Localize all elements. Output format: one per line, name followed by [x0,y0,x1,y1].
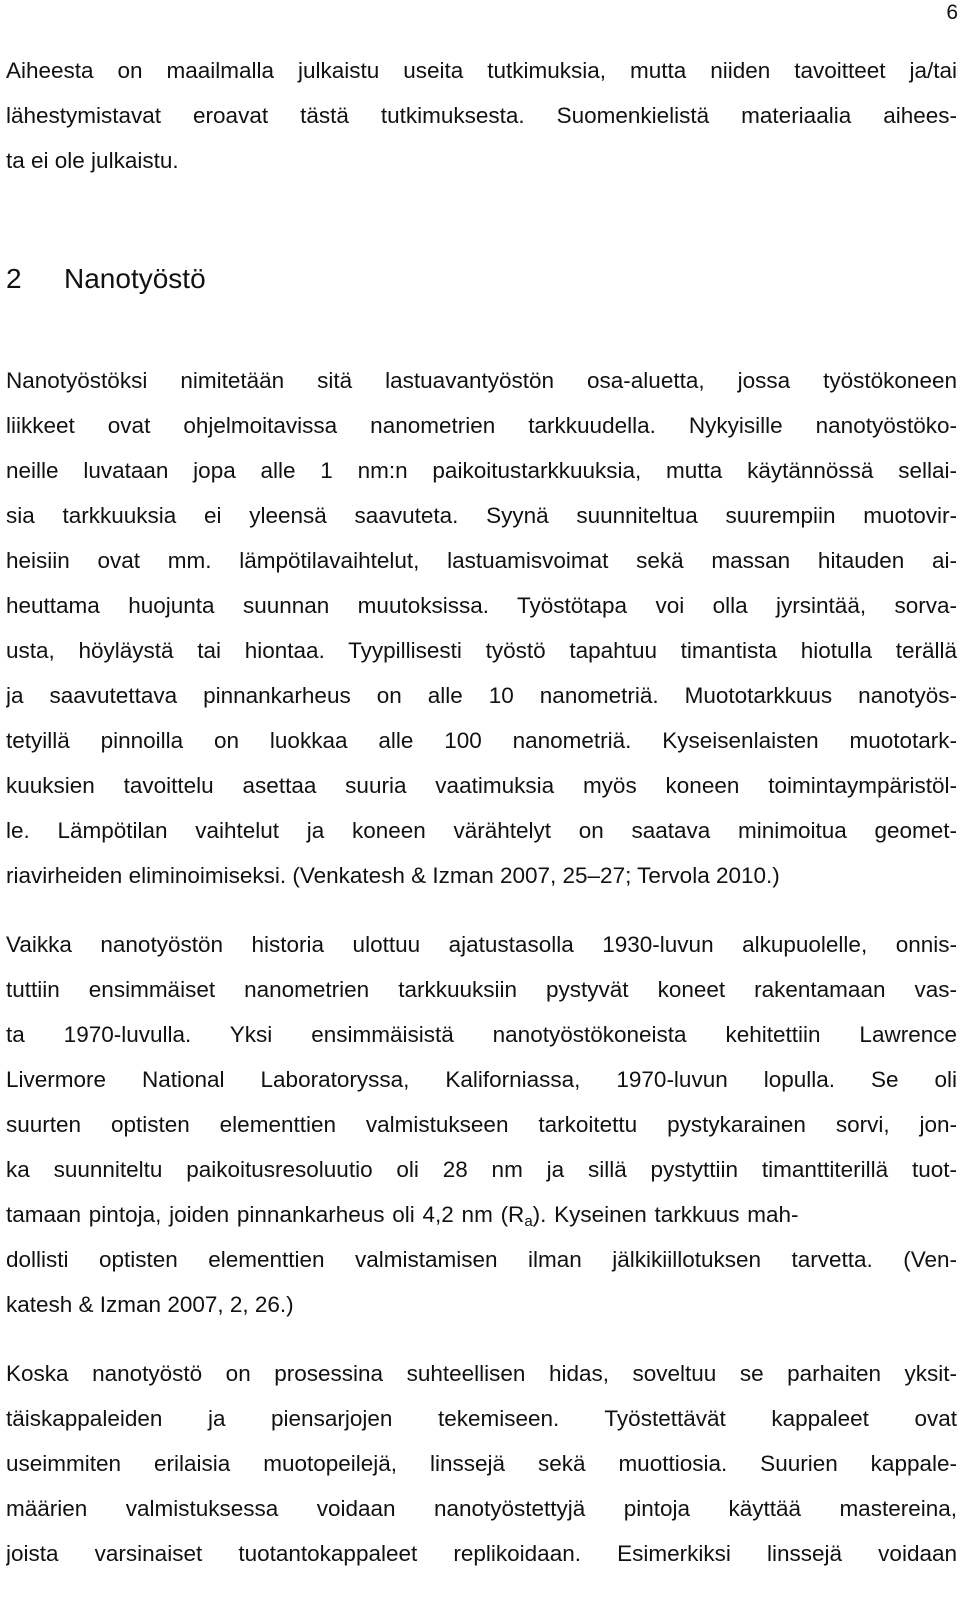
text-line: useimmiten erilaisia muotopeilejä, linssejä sekä muottiosia. Suurien kappale- [6,1451,957,1476]
text-line: Livermore National Laboratoryssa, Kaliforniassa, 1970-luvun lopulla. Se oli [6,1067,957,1092]
text-line: katesh & Izman 2007, 2, 26.) [6,1292,294,1317]
text-line: Nanotyöstöksi nimitetään sitä lastuavantyöstön osa-aluetta, jossa työstökoneen [6,368,957,393]
section-title: Nanotyöstö [64,263,206,294]
text-line: ka suunniteltu paikoitusresoluutio oli 28 nm ja sillä pystyttiin timanttiterillä tuot- [6,1157,957,1182]
text-line: joista varsinaiset tuotantokappaleet replikoidaan. Esimerkiksi linssejä voidaan [6,1541,957,1566]
text-line: ja saavutettava pinnankarheus on alle 10 nanometriä. Muototarkkuus nanotyös- [6,683,957,708]
text-line: tetyillä pinnoilla on luokkaa alle 100 nanometriä. Kyseisenlaisten muototark- [6,728,957,753]
text-segment: tamaan pintoja, joiden pinnankarheus oli 4,2 nm (R [6,1202,525,1227]
text-line: lähestymistavat eroavat tästä tutkimuksesta. Suomenkielistä materiaalia aihees- [6,103,957,128]
text-line: Aiheesta on maailmalla julkaistu useita tutkimuksia, mutta niiden tavoitteet ja/tai [6,58,957,83]
text-segment: ). Kyseinen tarkkuus mah- [532,1202,799,1227]
text-line: tuttiin ensimmäiset nanometrien tarkkuuksiin pystyvät koneet rakentamaan vas- [6,977,957,1002]
text-line: heuttama huojunta suunnan muutoksissa. Työstötapa voi olla jyrsintää, sorva- [6,593,957,618]
section-number: 2 [6,263,22,294]
text-line: täiskappaleiden ja piensarjojen tekemiseen. Työstettävät kappaleet ovat [6,1406,957,1431]
page-number: 6 [946,1,958,24]
text-line: usta, höyläystä tai hiontaa. Tyypillisesti työstö tapahtuu timantista hiotulla terällä [6,638,957,663]
text-line: Koska nanotyöstö on prosessina suhteellisen hidas, soveltuu se parhaiten yksit- [6,1361,957,1386]
text-line: riavirheiden eliminoimiseksi. (Venkatesh & Izman 2007, 25–27; Tervola 2010.) [6,863,780,888]
text-line: ta ei ole julkaistu. [6,148,179,173]
section-heading [6,262,206,296]
text-line: liikkeet ovat ohjelmoitavissa nanometrien tarkkuudella. Nykyisille nanotyöstöko- [6,413,957,438]
text-line: sia tarkkuuksia ei yleensä saavuteta. Syynä suunniteltua suurempiin muotovir- [6,503,957,528]
text-line: määrien valmistuksessa voidaan nanotyöstettyjä pintoja käyttää mastereina, [6,1496,957,1521]
text-line: Vaikka nanotyöstön historia ulottuu ajatustasolla 1930-luvun alkupuolelle, onnis- [6,932,957,957]
text-line: ta 1970-luvulla. Yksi ensimmäisistä nanotyöstökoneista kehitettiin Lawrence [6,1022,957,1047]
text-line: neille luvataan jopa alle 1 nm:n paikoitustarkkuuksia, mutta käytännössä sellai- [6,458,957,483]
text-line: dollisti optisten elementtien valmistamisen ilman jälkikiillotuksen tarvetta. (Ven- [6,1247,957,1272]
text-line: kuuksien tavoittelu asettaa suuria vaatimuksia myös koneen toimintaympäristöl- [6,773,957,798]
text-line [6,1200,957,1230]
text-line: suurten optisten elementtien valmistukseen tarkoitettu pystykarainen sorvi, jon- [6,1112,957,1137]
text-line: le. Lämpötilan vaihtelut ja koneen värähtelyt on saatava minimoitua geomet- [6,818,957,843]
text-line: heisiin ovat mm. lämpötilavaihtelut, lastuamisvoimat sekä massan hitauden ai- [6,548,957,573]
subscript-a: a [524,1213,533,1230]
